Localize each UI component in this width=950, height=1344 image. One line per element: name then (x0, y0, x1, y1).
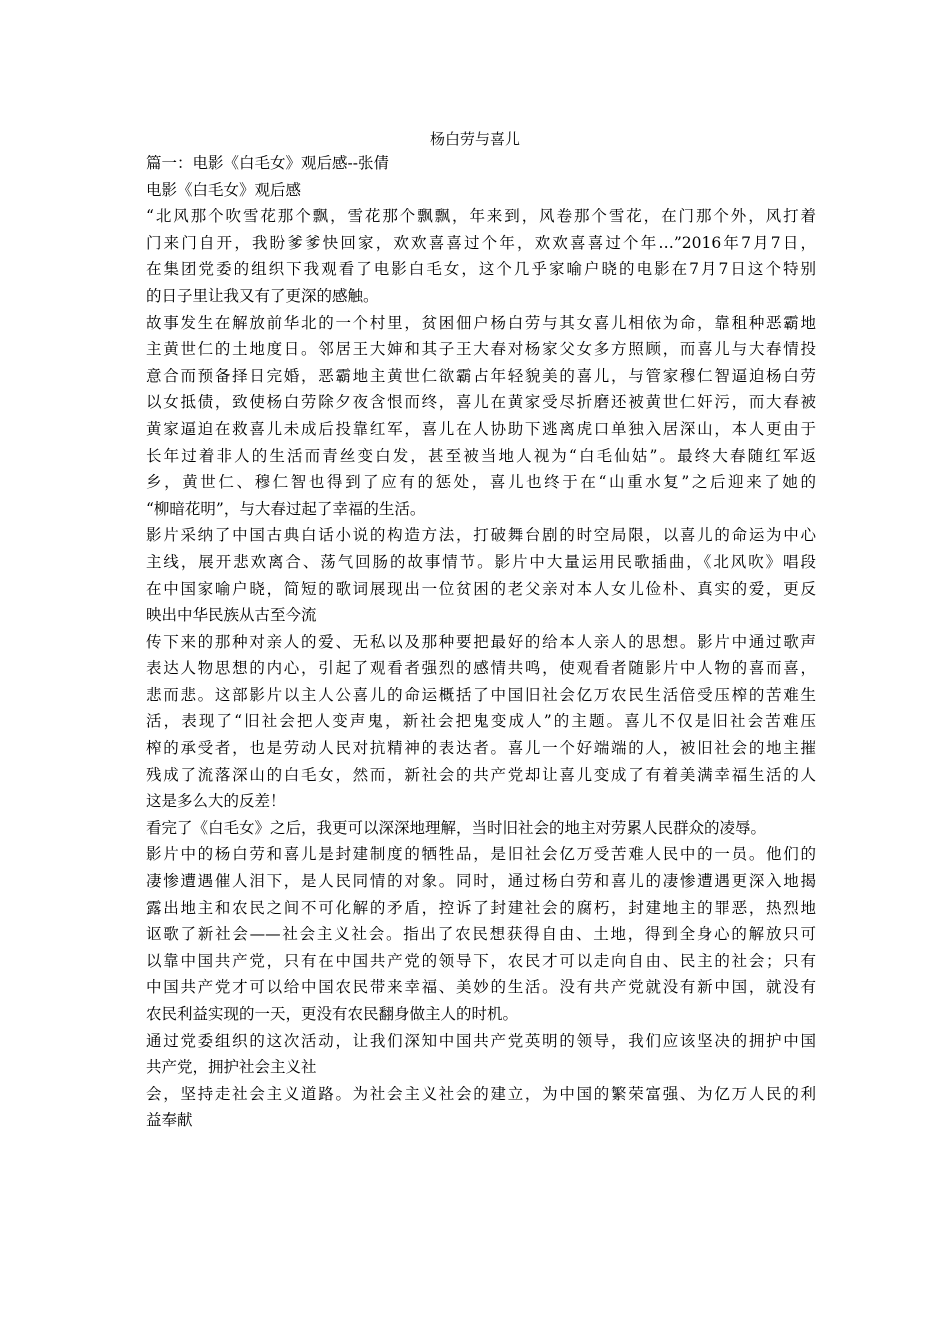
body-line: 看完了《白毛女》之后，我更可以深深地理解，当时旧社会的地主对劳累人民群众的凌辱。 (146, 818, 767, 837)
body-line: 讴歌了新社会——社会主义社会。指出了农民想获得自由、土地，得到全身心的解放只可 (146, 925, 816, 944)
body-line: 榨的承受者，也是劳动人民对抗精神的表达者。喜儿一个好端端的人，被旧社会的地主摧 (146, 739, 816, 758)
body-line: 悲而悲。这部影片以主人公喜儿的命运概括了中国旧社会亿万农民生活倍受压榨的苦难生 (146, 685, 816, 704)
body-line: 益奉献 (146, 1111, 193, 1130)
body-line: 乡，黄世仁、穆仁智也得到了应有的惩处，喜儿也终于在“山重水复”之后迎来了她的 (146, 473, 816, 492)
body-line: 映出中华民族从古至今流 (146, 606, 317, 625)
body-line: 这是多么大的反差！ (146, 792, 286, 811)
body-line: 故事发生在解放前华北的一个村里，贫困佃户杨白劳与其女喜儿相依为命，靠租种恶霸地 (146, 313, 816, 332)
body-line: 在中国家喻户晓，简短的歌词展现出一位贫困的老父亲对本人女儿俭朴、真实的爱，更反 (146, 579, 816, 598)
body-line: 影片中的杨白劳和喜儿是封建制度的牺牲品，是旧社会亿万受苦难人民中的一员。他们的 (146, 845, 816, 864)
body-line: 共产党，拥护社会主义社 (146, 1058, 317, 1077)
body-line: “北风那个吹雪花那个飘，雪花那个飘飘，年来到，风卷那个雪花，在门那个外，风打着 (146, 207, 816, 226)
body-line: 黄家逼迫在救喜儿未成后投靠红军，喜儿在人协助下逃离虎口单独入居深山，本人更由于 (146, 419, 816, 438)
document-title: 杨白劳与喜儿 (429, 130, 520, 148)
body-line: 的日子里让我又有了更深的感触。 (146, 286, 379, 305)
body-line: 主线，展开悲欢离合、荡气回肠的故事情节。影片中大量运用民歌插曲，《北风吹》唱段 (146, 552, 816, 571)
body-line: 以靠中国共产党，只有在中国共产党的领导下，农民才可以走向自由、民主的社会；只有 (146, 951, 816, 970)
body-line: 意合而预备择日完婚，恶霸地主黄世仁欲霸占年轻貌美的喜儿，与管家穆仁智逼迫杨白劳 (146, 366, 816, 385)
body-line: 表达人物思想的内心，引起了观看者强烈的感情共鸣，使观看者随影片中人物的喜而喜， (146, 659, 816, 678)
document-body (146, 150, 816, 1134)
body-line: 残成了流落深山的白毛女，然而，新社会的共产党却让喜儿变成了有着美满幸福生活的人 (146, 765, 816, 784)
body-line: 活，表现了“旧社会把人变声鬼，新社会把鬼变成人”的主题。喜儿不仅是旧社会苦难压 (146, 712, 816, 731)
body-line: 篇一：电影《白毛女》观后感--张倩 (146, 154, 389, 172)
body-line: 传下来的那种对亲人的爱、无私以及那种要把最好的给本人亲人的思想。影片中通过歌声 (146, 632, 816, 651)
body-line: 中国共产党才可以给中国农民带来幸福、美妙的生活。没有共产党就没有新中国，就没有 (146, 978, 816, 997)
body-line: 以女抵债，致使杨白劳除夕夜含恨而终，喜儿在黄家受尽折磨还被黄世仁奸污，而大春被 (146, 393, 816, 412)
body-line: 长年过着非人的生活而青丝变白发，甚至被当地人视为“白毛仙姑”。最终大春随红军返 (146, 446, 816, 465)
body-line: 门来门自开，我盼爹爹快回家，欢欢喜喜过个年，欢欢喜喜过个年…”2016年7月7日， (146, 233, 816, 252)
body-line: 农民利益实现的一天，更没有农民翻身做主人的时机。 (146, 1005, 519, 1023)
body-line: 在集团党委的组织下我观看了电影白毛女，这个几乎家喻户晓的电影在7月7日这个特别 (146, 260, 816, 279)
body-line: 影片采纳了中国古典白话小说的构造方法，打破舞台剧的时空局限，以喜儿的命运为中心 (146, 526, 816, 545)
body-line: 会，坚持走社会主义道路。为社会主义社会的建立，为中国的繁荣富强、为亿万人民的利 (146, 1084, 816, 1103)
body-line: “柳暗花明”，与大春过起了幸福的生活。 (146, 499, 426, 518)
body-line: 主黄世仁的土地度日。邻居王大婶和其子王大春对杨家父女多方照顾，而喜儿与大春情投 (146, 340, 816, 359)
body-line: 通过党委组织的这次活动，让我们深知中国共产党英明的领导，我们应该坚决的拥护中国 (146, 1031, 816, 1050)
body-line: 凄惨遭遇催人泪下，是人民同情的对象。同时，通过杨白劳和喜儿的凄惨遭遇更深入地揭 (146, 872, 816, 891)
body-line: 露出地主和农民之间不可化解的矛盾，控诉了封建社会的腐朽，封建地主的罪恶，热烈地 (146, 898, 816, 917)
body-line: 电影《白毛女》观后感 (146, 180, 302, 199)
